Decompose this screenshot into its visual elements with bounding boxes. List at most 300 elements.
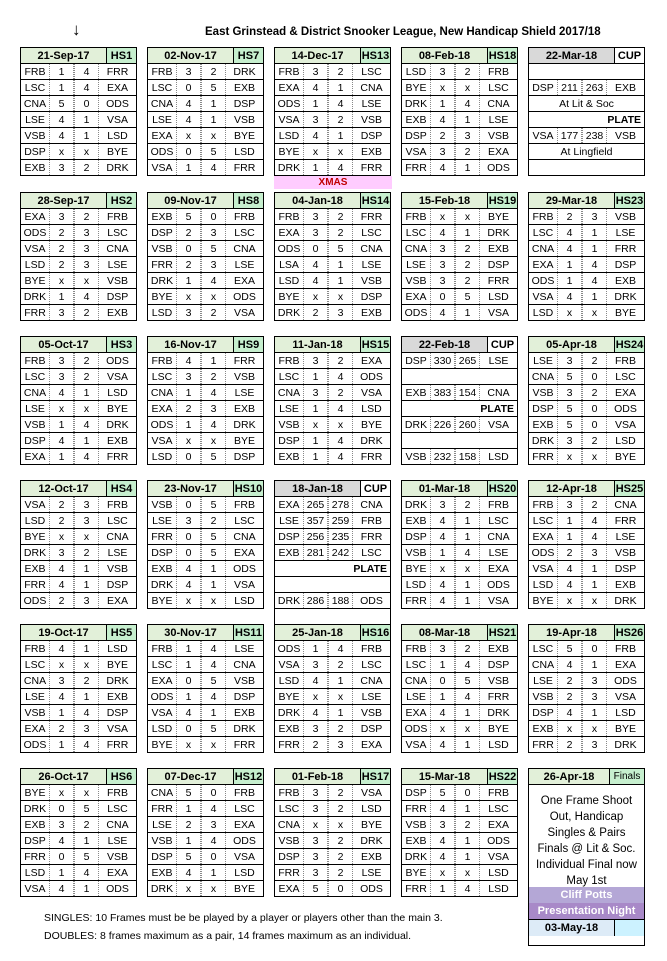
home-team: DRK (150, 883, 174, 895)
match-row (402, 64, 517, 80)
away-score: 3 (74, 257, 99, 272)
match-row (275, 657, 390, 673)
away-team: DRK (106, 675, 129, 687)
home-score: 4 (176, 112, 201, 127)
home-score: 5 (176, 785, 201, 800)
away-score: 3 (74, 497, 99, 512)
away-team: DRK (233, 723, 256, 735)
home-score: 2 (49, 497, 74, 512)
home-score: 3 (430, 273, 455, 288)
home-team: EXA (405, 707, 427, 719)
home-score: 1 (557, 257, 582, 272)
fixture-code: HS7 (233, 48, 263, 63)
home-team: DSP (151, 547, 173, 559)
match-row (275, 801, 390, 817)
home-team: VSA (151, 707, 173, 719)
away-team: EXB (614, 579, 636, 591)
home-score: 4 (49, 128, 74, 143)
away-team: DSP (233, 451, 256, 463)
home-score: 1 (176, 385, 201, 400)
home-score: 3 (430, 497, 455, 512)
fixture-header (148, 769, 263, 785)
match-row (529, 225, 644, 241)
away-score: 4 (455, 96, 480, 111)
match-row (148, 209, 263, 225)
away-team: VSA (487, 307, 509, 319)
plate-result: VSA 177 238 VSB (529, 128, 644, 144)
home-score: 1 (49, 449, 74, 464)
away-team: DRK (233, 419, 256, 431)
away-team: DSP (106, 579, 129, 591)
away-team: DRK (106, 419, 129, 431)
home-score: 5 (557, 641, 582, 656)
home-team: LSC (24, 82, 46, 94)
away-team: EXB (614, 275, 636, 287)
home-score: 4 (49, 112, 74, 127)
home-team: FRR (405, 162, 427, 174)
home-score: 5 (430, 785, 455, 800)
away-team: BYE (360, 819, 382, 831)
home-team: LSE (406, 259, 426, 271)
match-row (21, 689, 136, 705)
home-score: 2 (557, 673, 582, 688)
away-score: 1 (455, 160, 480, 175)
away-team: ODS (106, 98, 129, 110)
home-score: 4 (557, 577, 582, 592)
away-team: EXB (106, 307, 128, 319)
away-score: 1 (74, 112, 99, 127)
away-team: LSD (107, 387, 128, 399)
home-score: 1 (49, 417, 74, 432)
away-team: EXA (614, 387, 636, 399)
away-score: 2 (328, 209, 353, 224)
away-team: VSA (487, 595, 509, 607)
home-team: FRB (405, 643, 427, 655)
away-team: LSD (234, 146, 255, 158)
home-score: 0 (430, 289, 455, 304)
home-score: x (303, 417, 328, 432)
fixture-code: HS26 (615, 627, 644, 639)
home-team: VSA (532, 563, 554, 575)
away-team: EXA (360, 739, 382, 751)
away-score: x (328, 689, 353, 704)
match-row (529, 545, 644, 561)
away-team: FRR (360, 211, 383, 223)
home-team: FRB (24, 643, 46, 655)
match-row (21, 144, 136, 160)
away-score: x (74, 785, 99, 800)
away-team: VSA (360, 387, 382, 399)
home-team: FRB (278, 211, 300, 223)
fixture-header (148, 48, 263, 64)
home-team: EXB (278, 723, 300, 735)
away-score: 2 (74, 673, 99, 688)
home-score: 4 (557, 561, 582, 576)
home-score: 1 (176, 657, 201, 672)
away-score: 5 (201, 721, 226, 736)
fixture-header (148, 625, 263, 641)
home-score: 1 (303, 433, 328, 448)
away-team: FRR (360, 451, 383, 463)
finals-block (528, 768, 645, 946)
away-team: FRB (234, 499, 255, 511)
home-team: FRR (151, 803, 173, 815)
home-team: EXA (24, 451, 46, 463)
fixture-block (528, 192, 645, 321)
away-team: VSA (614, 419, 636, 431)
away-score: 3 (201, 817, 226, 832)
fixture-date: 15-Feb-18 (418, 195, 471, 207)
home-score: x (303, 689, 328, 704)
home-score: 4 (303, 257, 328, 272)
away-team: CNA (360, 82, 383, 94)
home-score: 5 (557, 417, 582, 432)
away-score: 2 (328, 849, 353, 864)
match-row (529, 497, 644, 513)
away-score: 4 (74, 737, 99, 752)
home-score: 5 (176, 849, 201, 864)
home-team: EXA (278, 883, 300, 895)
fixture-code: HS20 (488, 483, 517, 495)
match-row (21, 433, 136, 449)
away-score: 4 (74, 865, 99, 880)
match-row (529, 449, 644, 465)
match-row (402, 241, 517, 257)
away-team: FRR (233, 739, 256, 751)
home-team: ODS (150, 146, 174, 158)
away-team: EXB (360, 146, 382, 158)
home-score: 2 (49, 513, 74, 528)
match-row (148, 721, 263, 737)
home-score: 5 (303, 881, 328, 896)
away-team: CNA (106, 243, 129, 255)
away-team: LSD (488, 739, 509, 751)
fixture-block (20, 768, 137, 897)
home-score: 3 (303, 112, 328, 127)
fixture-date: 04-Jan-18 (292, 195, 343, 207)
match-row (529, 385, 644, 401)
home-score: 3 (430, 241, 455, 256)
fixture-date: 26-Oct-17 (38, 771, 89, 783)
fixture-header (21, 769, 136, 785)
match-row (21, 865, 136, 881)
away-team: DSP (106, 707, 129, 719)
home-team: LSD (405, 66, 427, 78)
home-team: DRK (23, 547, 47, 559)
away-score: 1 (328, 257, 353, 272)
away-team: LSD (488, 883, 509, 895)
away-team: VSB (614, 547, 636, 559)
away-team: FRR (614, 515, 637, 527)
away-team: LSD (361, 803, 382, 815)
fixture-date: 02-Nov-17 (164, 50, 217, 62)
match-row (529, 417, 644, 433)
match-row (21, 225, 136, 241)
away-team: DRK (614, 595, 637, 607)
fixture-block (401, 192, 518, 321)
away-team: LSE (615, 531, 636, 543)
home-score: 4 (557, 241, 582, 256)
match-row (148, 737, 263, 753)
away-team: CNA (360, 675, 383, 687)
away-team: LSC (234, 803, 255, 815)
away-score: 1 (455, 593, 480, 608)
home-team: VSA (24, 499, 46, 511)
home-team: DSP (24, 146, 46, 158)
match-row (148, 513, 263, 529)
match-row (402, 577, 517, 593)
away-score: 1 (74, 128, 99, 143)
match-row (148, 353, 263, 369)
match-row (402, 689, 517, 705)
away-score: 1 (455, 529, 480, 544)
home-score: 4 (303, 80, 328, 95)
away-team: EXA (106, 82, 128, 94)
away-score: 2 (455, 817, 480, 832)
plate-label: PLATE (275, 561, 390, 577)
home-score: x (176, 128, 201, 143)
away-score: 1 (201, 96, 226, 111)
away-score: 1 (455, 225, 480, 240)
match-row (148, 577, 263, 593)
away-score: 1 (74, 833, 99, 848)
home-score: 4 (176, 96, 201, 111)
home-score: 1 (430, 881, 455, 896)
home-score: 1 (303, 641, 328, 656)
match-row (148, 289, 263, 305)
away-team: CNA (360, 243, 383, 255)
home-team: ODS (277, 643, 301, 655)
away-score: 4 (74, 705, 99, 720)
home-score: 4 (303, 673, 328, 688)
fixture-block (147, 192, 264, 321)
away-score: 1 (582, 241, 607, 256)
home-team: BYE (405, 563, 427, 575)
home-team: EXA (532, 259, 554, 271)
away-team: BYE (487, 211, 509, 223)
away-team: FRB (615, 355, 636, 367)
away-team: FRR (614, 243, 637, 255)
home-team: DSP (24, 835, 46, 847)
match-row (21, 721, 136, 737)
home-score: 3 (303, 785, 328, 800)
match-row (275, 225, 390, 241)
match-row (402, 112, 517, 128)
away-team: FRB (107, 787, 128, 799)
away-team: LSD (234, 867, 255, 879)
match-row (275, 689, 390, 705)
home-score: 3 (557, 497, 582, 512)
home-score: 4 (557, 705, 582, 720)
match-row (21, 785, 136, 801)
away-score: x (201, 289, 226, 304)
away-team: DSP (487, 259, 510, 271)
away-score: 5 (201, 80, 226, 95)
away-score: 5 (201, 545, 226, 560)
match-row (529, 353, 644, 369)
away-score: 1 (455, 705, 480, 720)
away-team: ODS (360, 371, 383, 383)
home-score: 3 (49, 160, 74, 175)
away-score: 3 (201, 401, 226, 416)
away-team: LSD (488, 867, 509, 879)
fixture-date: 19-Oct-17 (38, 627, 89, 639)
home-team: LSD (405, 579, 427, 591)
match-row (21, 497, 136, 513)
away-team: VSA (233, 851, 255, 863)
match-row (148, 497, 263, 513)
away-team: FRR (106, 66, 129, 78)
home-score: 1 (303, 449, 328, 464)
home-score: 3 (303, 849, 328, 864)
home-team: VSA (278, 114, 300, 126)
home-team: EXA (151, 130, 173, 142)
home-team: LSC (532, 643, 554, 655)
away-score: 2 (455, 64, 480, 79)
home-team: VSA (151, 162, 173, 174)
away-score: 2 (201, 513, 226, 528)
match-row (148, 833, 263, 849)
fixture-header (275, 769, 390, 785)
match-row (148, 705, 263, 721)
match-row (275, 289, 390, 305)
home-team: LSC (278, 371, 300, 383)
home-score: 0 (176, 80, 201, 95)
fixture-block (528, 624, 645, 753)
match-row (148, 449, 263, 465)
home-team: VSB (24, 707, 46, 719)
home-score: x (557, 721, 582, 736)
home-team: LSA (279, 259, 299, 271)
home-score: x (49, 657, 74, 672)
home-score: 0 (49, 849, 74, 864)
match-row (275, 673, 390, 689)
fixture-header (402, 481, 517, 497)
home-team: DRK (150, 275, 174, 287)
home-team: LSE (533, 355, 553, 367)
away-team: VSB (360, 114, 382, 126)
home-team: EXB (24, 563, 46, 575)
away-score: 2 (328, 865, 353, 880)
away-team: LSC (107, 803, 128, 815)
away-score: 4 (74, 449, 99, 464)
match-row (21, 881, 136, 897)
home-score: 1 (430, 96, 455, 111)
match-row (148, 225, 263, 241)
home-team: DRK (23, 803, 47, 815)
match-row (21, 657, 136, 673)
away-team: ODS (106, 355, 129, 367)
home-team: DSP (532, 707, 554, 719)
away-score: 4 (328, 160, 353, 175)
match-row (21, 801, 136, 817)
home-team: DRK (277, 307, 301, 319)
match-row (275, 385, 390, 401)
away-score: 2 (328, 801, 353, 816)
home-team: BYE (278, 291, 300, 303)
away-team: VSB (106, 275, 128, 287)
away-team: VSA (233, 579, 255, 591)
away-score: 1 (328, 128, 353, 143)
away-team: LSC (361, 227, 382, 239)
home-team: DRK (277, 162, 301, 174)
away-score: 1 (455, 833, 480, 848)
home-team: LSE (279, 403, 299, 415)
fixture-date: 28-Sep-17 (37, 195, 90, 207)
home-team: FRR (24, 307, 46, 319)
away-score: 3 (74, 241, 99, 256)
home-score: 4 (49, 577, 74, 592)
match-row (21, 369, 136, 385)
fixture-code: HS2 (106, 193, 136, 208)
home-score: 4 (430, 112, 455, 127)
away-score: x (74, 144, 99, 159)
home-team: BYE (405, 867, 427, 879)
home-team: EXB (405, 835, 427, 847)
away-score: 4 (201, 801, 226, 816)
home-team: LSC (151, 371, 173, 383)
away-score: 5 (201, 449, 226, 464)
match-row (21, 833, 136, 849)
fixture-code: HS16 (361, 627, 390, 639)
home-score: 0 (430, 673, 455, 688)
home-score: 1 (557, 529, 582, 544)
fixture-date: 12-Oct-17 (38, 483, 89, 495)
away-score: 2 (455, 241, 480, 256)
match-row (275, 128, 390, 144)
home-team: EXB (24, 819, 46, 831)
away-score: 4 (455, 689, 480, 704)
match-row (148, 817, 263, 833)
away-score: x (455, 561, 480, 576)
fixture-header (402, 769, 517, 785)
match-row (21, 289, 136, 305)
fixture-block (274, 47, 391, 176)
away-score: 4 (74, 417, 99, 432)
home-team: LSC (405, 659, 427, 671)
match-row (402, 128, 517, 144)
away-team: DRK (360, 435, 383, 447)
away-score: x (455, 721, 480, 736)
match-row (275, 241, 390, 257)
home-team: FRB (278, 787, 300, 799)
home-score: 0 (176, 673, 201, 688)
away-team: EXA (233, 819, 255, 831)
home-score: 3 (49, 545, 74, 560)
home-score: 5 (49, 96, 74, 111)
away-team: LSD (615, 435, 636, 447)
away-score: 2 (74, 305, 99, 320)
home-team: CNA (150, 387, 174, 399)
away-team: FRB (488, 787, 509, 799)
away-team: BYE (233, 435, 255, 447)
match-row (275, 112, 390, 128)
match-row (21, 737, 136, 753)
match-row (21, 305, 136, 321)
away-team: ODS (233, 291, 256, 303)
away-score: 4 (74, 80, 99, 95)
away-score: x (582, 593, 607, 608)
away-team: ODS (614, 675, 637, 687)
away-team: LSC (107, 515, 128, 527)
home-team: BYE (24, 531, 46, 543)
away-team: LSD (107, 130, 128, 142)
home-team: CNA (23, 98, 47, 110)
home-team: LSE (25, 114, 45, 126)
away-score: 3 (328, 305, 353, 320)
home-team: VSA (532, 291, 554, 303)
home-score: 3 (430, 641, 455, 656)
